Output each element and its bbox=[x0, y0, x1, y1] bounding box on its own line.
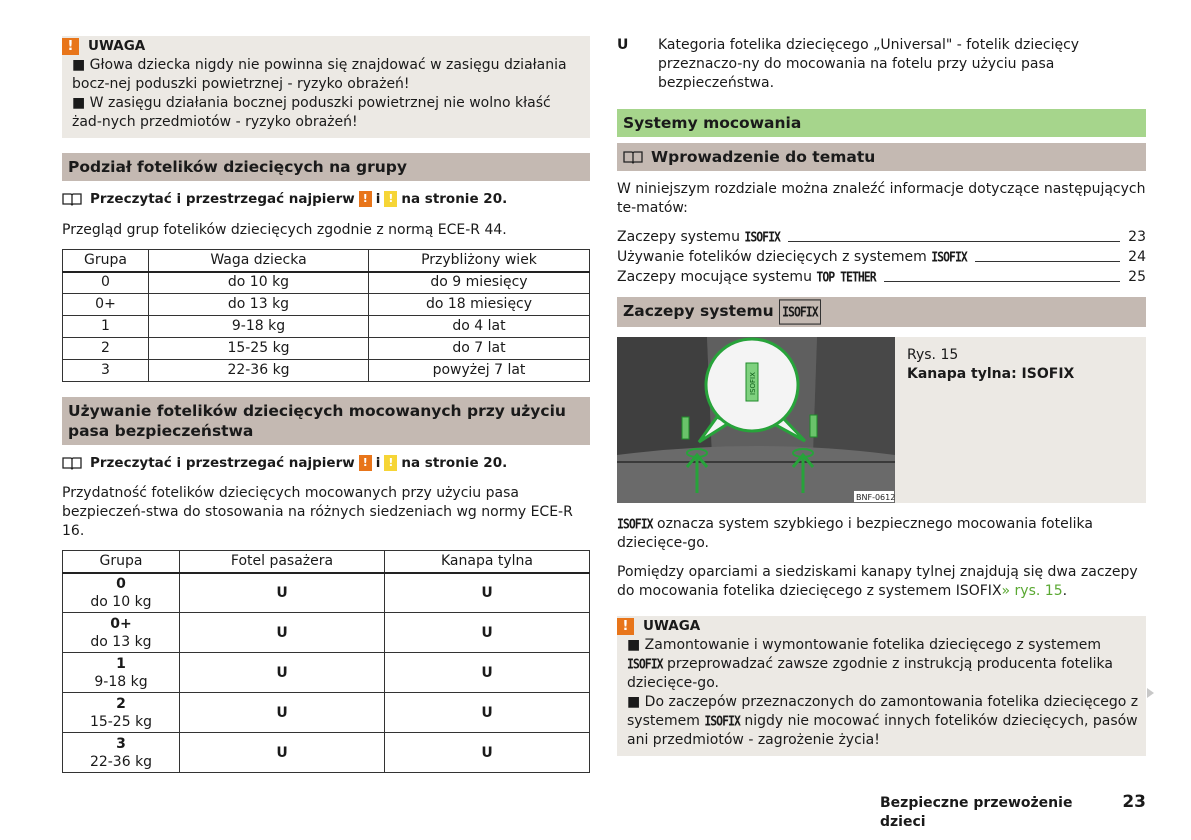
toc-leader bbox=[788, 241, 1120, 242]
table-row bbox=[63, 733, 590, 773]
figure-block bbox=[617, 337, 1146, 503]
intro-text: W niniejszym rozdziale można znaleźć informacje dotyczące następujących te-matów: bbox=[617, 181, 1146, 216]
isofix-figure bbox=[617, 337, 895, 503]
table-cell: 0 bbox=[63, 272, 149, 294]
warning-text: nigdy nie mocować innych fotelików dziecięcych, pasów ani przedmiotów - zagrożenie życia! bbox=[627, 713, 1138, 748]
reference-prefix: Przeczytać i przestrzegać najpierw bbox=[90, 190, 355, 207]
toc-leader bbox=[884, 281, 1121, 282]
group-weight: 15-25 kg bbox=[89, 713, 153, 730]
figure-link[interactable]: » rys. 15 bbox=[1001, 583, 1063, 599]
anchor-text: Pomiędzy oparciami a siedziskami kanapy tylnej znajdują się dwa zaczepy do mocowania fotelika dziecięcego z systemem ISOFIX bbox=[617, 564, 1138, 599]
toc-entry[interactable] bbox=[617, 227, 1146, 247]
toc-entry[interactable] bbox=[617, 267, 1146, 287]
group-number: 1 bbox=[116, 655, 126, 672]
anchor-paragraph bbox=[617, 563, 1146, 601]
table-header: Przybliżony wiek bbox=[369, 250, 590, 272]
table-header: Fotel pasażera bbox=[180, 551, 385, 573]
figure-caption bbox=[895, 337, 1086, 503]
warning-title: UWAGA bbox=[88, 37, 146, 54]
group-weight: do 13 kg bbox=[90, 633, 152, 650]
table-row bbox=[63, 338, 590, 360]
table-row bbox=[63, 653, 590, 693]
reference-prefix: Przeczytać i przestrzegać najpierw bbox=[90, 454, 355, 471]
warning-bullet: ■ W zasięgu działania bocznej poduszki powietrznej nie wolno kłaść żad-nych przedmiotów - ryzyko obrażeń! bbox=[72, 95, 551, 130]
table-cell: do 7 lat bbox=[369, 338, 590, 360]
table-cell: 22-36 kg bbox=[149, 360, 369, 382]
table-cell-passenger: U bbox=[180, 653, 385, 693]
warning-box-isofix bbox=[617, 616, 1146, 756]
right-column bbox=[617, 36, 1146, 756]
warning-text: przeprowadzać zawsze zgodnie z instrukcją producenta fotelika dziecięce-go. bbox=[627, 656, 1113, 691]
table-cell-group bbox=[63, 693, 180, 733]
table-cell: 3 bbox=[63, 360, 149, 382]
warning-header bbox=[62, 36, 590, 56]
page-number: 23 bbox=[1122, 792, 1146, 812]
universal-letter: U bbox=[617, 37, 629, 53]
table-cell-passenger: U bbox=[180, 733, 385, 773]
table-row bbox=[63, 693, 590, 733]
toc-label: Używanie fotelików dziecięcych z systemem bbox=[617, 249, 927, 265]
table-cell: do 13 kg bbox=[149, 294, 369, 316]
table-cell: 2 bbox=[63, 338, 149, 360]
table-cell: do 9 miesięcy bbox=[369, 272, 590, 294]
table-row bbox=[63, 573, 590, 613]
table-row bbox=[63, 294, 590, 316]
figure-code: BNF-0612 bbox=[856, 493, 895, 502]
table-cell-group bbox=[63, 573, 180, 613]
table-cell-group bbox=[63, 653, 180, 693]
toc-label: Zaczepy mocujące systemu bbox=[617, 269, 812, 285]
table-cell: 9-18 kg bbox=[149, 316, 369, 338]
table-cell-passenger: U bbox=[180, 693, 385, 733]
next-page-arrow-icon[interactable] bbox=[1147, 688, 1154, 698]
warning-box-airbag bbox=[62, 36, 590, 138]
isofix-logo: ISOFIX bbox=[779, 299, 821, 324]
section-title-groups: Podział fotelików dziecięcych na grupy bbox=[62, 153, 590, 181]
isofix-paragraph bbox=[617, 515, 1146, 553]
table-cell: do 18 miesięcy bbox=[369, 294, 590, 316]
warning-bullet: ■ Głowa dziecka nigdy nie powinna się znajdować w zasięgu działania bocz-nej poduszki powietrznej - ryzyko obrażeń! bbox=[72, 57, 567, 92]
table-cell-group bbox=[63, 613, 180, 653]
toc-page: 25 bbox=[1128, 269, 1146, 285]
table-header: Waga dziecka bbox=[149, 250, 369, 272]
caution-icon[interactable]: ! bbox=[384, 191, 397, 207]
figure-label: ISOFIX bbox=[749, 372, 757, 395]
figure-number: Rys. 15 bbox=[907, 347, 959, 363]
toc-page: 24 bbox=[1128, 249, 1146, 265]
table-of-contents bbox=[617, 227, 1146, 287]
page-footer bbox=[880, 793, 1146, 832]
isofix-logo: ISOFIX bbox=[617, 515, 653, 532]
isofix-logo: ISOFIX bbox=[704, 712, 740, 729]
table-cell-passenger: U bbox=[180, 573, 385, 613]
caution-icon[interactable]: ! bbox=[384, 455, 397, 471]
warning-header bbox=[617, 616, 1146, 636]
section-isofix-label: Zaczepy systemu bbox=[623, 302, 774, 320]
book-icon bbox=[62, 192, 82, 206]
isofix-logo: ISOFIX bbox=[744, 228, 780, 245]
table-header: Grupa bbox=[63, 250, 149, 272]
book-icon bbox=[62, 456, 82, 470]
isofix-description: oznacza system szybkiego i bezpiecznego mocowania fotelika dziecięce-go. bbox=[617, 516, 1093, 551]
group-weight: 9-18 kg bbox=[94, 673, 148, 690]
section-title-mounting: Systemy mocowania bbox=[617, 109, 1146, 137]
warning-icon[interactable]: ! bbox=[359, 455, 372, 471]
table-cell: 15-25 kg bbox=[149, 338, 369, 360]
table-cell-passenger: U bbox=[180, 613, 385, 653]
belt-intro: Przydatność fotelików dziecięcych mocowanych przy użyciu pasa bezpieczeń-stwa do stosowania na różnych siedzeniach wg normy ECE-R 16. bbox=[62, 485, 573, 539]
groups-intro: Przegląd grup fotelików dziecięcych zgodnie z normą ECE-R 44. bbox=[62, 222, 507, 238]
table-cell-rear: U bbox=[385, 613, 590, 653]
table-cell: powyżej 7 lat bbox=[369, 360, 590, 382]
table-cell-rear: U bbox=[385, 733, 590, 773]
group-number: 0+ bbox=[110, 615, 132, 632]
universal-text: Kategoria fotelika dziecięcego „Universal" - fotelik dziecięcy przeznaczo-ny do mocowania na fotelu przy użyciu pasa bezpieczeństwa. bbox=[658, 37, 1080, 91]
group-weight: 22-36 kg bbox=[89, 753, 153, 770]
warning-title: UWAGA bbox=[643, 617, 701, 634]
toc-page: 23 bbox=[1128, 229, 1146, 245]
warning-icon[interactable]: ! bbox=[359, 191, 372, 207]
left-column bbox=[62, 36, 590, 773]
table-cell-rear: U bbox=[385, 573, 590, 613]
table-row bbox=[63, 316, 590, 338]
toc-leader bbox=[975, 261, 1120, 262]
footer-title: Bezpieczne przewożenie dzieci bbox=[880, 795, 1073, 830]
reference-and: i bbox=[375, 190, 381, 207]
reference-line bbox=[62, 453, 590, 473]
table-cell-rear: U bbox=[385, 653, 590, 693]
reference-and: i bbox=[375, 454, 381, 471]
reference-suffix: na stronie 20. bbox=[401, 190, 508, 207]
warning-icon: ! bbox=[617, 618, 634, 635]
section-title-isofix bbox=[617, 297, 1146, 327]
warning-text: ■ Zamontowanie i wymontowanie fotelika dziecięcego z systemem bbox=[627, 637, 1101, 653]
table-header: Kanapa tylna bbox=[385, 551, 590, 573]
section-intro-label: Wprowadzenie do tematu bbox=[651, 148, 876, 166]
isofix-logo: ISOFIX bbox=[627, 655, 663, 672]
belt-table bbox=[62, 550, 590, 773]
reference-line bbox=[62, 189, 590, 209]
warning-text: ■ Do zaczepów przeznaczonych do zamontowania fotelika dziecięcego z systemem bbox=[627, 694, 1139, 729]
group-number: 2 bbox=[116, 695, 126, 712]
section-title-intro bbox=[617, 143, 1146, 171]
table-cell: do 10 kg bbox=[149, 272, 369, 294]
figure-title: Kanapa tylna: ISOFIX bbox=[907, 366, 1075, 382]
table-cell-group bbox=[63, 733, 180, 773]
section-title-belt: Używanie fotelików dziecięcych mocowanych przy użyciu pasa bezpieczeństwa bbox=[62, 397, 590, 445]
isofix-logo: ISOFIX bbox=[931, 248, 967, 265]
table-cell: do 4 lat bbox=[369, 316, 590, 338]
table-header: Grupa bbox=[63, 551, 180, 573]
warning-icon: ! bbox=[62, 38, 79, 55]
table-cell: 0+ bbox=[63, 294, 149, 316]
group-number: 3 bbox=[116, 735, 126, 752]
anchor-end: . bbox=[1062, 583, 1068, 599]
universal-definition bbox=[617, 36, 1146, 93]
table-cell-rear: U bbox=[385, 693, 590, 733]
book-icon bbox=[623, 150, 643, 164]
warning-bullet bbox=[617, 693, 1146, 750]
toc-label: Zaczepy systemu bbox=[617, 229, 740, 245]
table-row bbox=[63, 360, 590, 382]
group-number: 0 bbox=[116, 575, 126, 592]
warning-bullet bbox=[617, 636, 1146, 693]
table-cell: 1 bbox=[63, 316, 149, 338]
top-tether-logo: TOP TETHER bbox=[816, 268, 876, 285]
table-row bbox=[63, 613, 590, 653]
toc-entry[interactable] bbox=[617, 247, 1146, 267]
reference-suffix: na stronie 20. bbox=[401, 454, 508, 471]
groups-table bbox=[62, 249, 590, 382]
table-row bbox=[63, 272, 590, 294]
group-weight: do 10 kg bbox=[90, 593, 152, 610]
